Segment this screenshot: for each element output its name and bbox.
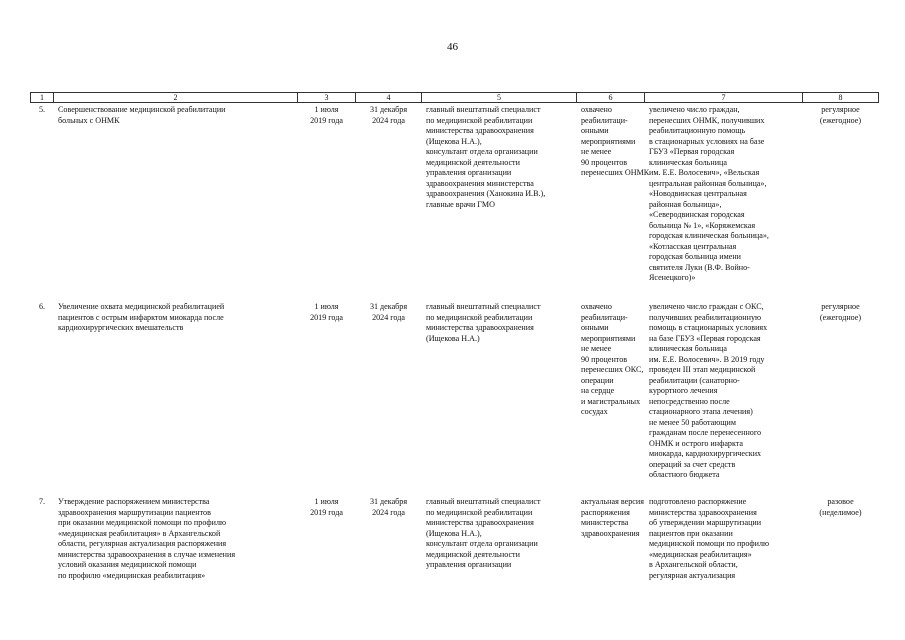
periodicity-line: (ежегодное): [819, 115, 862, 125]
measure-name-line: области, регулярная актуализация распоряжения: [58, 539, 227, 548]
expected-result: [645, 103, 803, 301]
responsible-persons-line: по медицинской реабилитации: [426, 507, 533, 517]
start-date: [298, 103, 356, 301]
start-date-line: 1 июля: [314, 497, 339, 506]
expected-result-line: больница № 1», «Коряжемская: [649, 220, 756, 230]
expected-result-line: городская клиническая больница»,: [649, 231, 769, 240]
target-indicator-line: реабилитаци-: [581, 115, 628, 125]
expected-result-line: регулярная актуализация: [649, 570, 736, 580]
end-date-line: 31 декабря: [369, 105, 408, 114]
periodicity-line: (неделимое): [819, 507, 862, 517]
expected-result-line: им. Е.Е. Волосевич», «Вельская: [649, 168, 760, 177]
measure-name-line: Увеличение охвата медицинской реабилитацией: [58, 302, 225, 311]
target-indicator-line: 90 процентов: [581, 157, 628, 167]
target-indicator-line: актуальная версия: [581, 497, 644, 506]
responsible-persons-line: министерства здравоохранения: [426, 323, 534, 332]
expected-result-line: в Архангельской области,: [649, 560, 738, 569]
target-indicator-line: мероприятиями: [581, 333, 636, 343]
expected-result-line: ГБУЗ «Первая городская: [649, 147, 735, 156]
target-indicator-line: онными: [581, 126, 609, 135]
expected-result: [645, 300, 803, 495]
col-header-8: 8: [803, 93, 879, 103]
expected-result-line: медицинской помощи по профилю: [649, 539, 770, 548]
start-date-line: 2019 года: [310, 115, 343, 125]
expected-result-line: клиническая больница: [649, 344, 727, 353]
expected-result-line: министерства здравоохранения: [649, 507, 757, 517]
row-number: 7.: [31, 495, 54, 605]
col-header-1: 1: [31, 93, 54, 103]
responsible-persons-line: здравоохранения (Ханокина И.В.),: [426, 189, 546, 198]
measure-name-line: Совершенствование медицинской реабилитации: [58, 105, 226, 114]
expected-result-line: реабилитации (санаторно-: [649, 375, 740, 385]
expected-result-line: не менее 50 работающим: [649, 417, 736, 427]
measure-name-line: условий оказания медицинской помощи: [58, 560, 197, 569]
responsible-persons-line: главный внештатный специалист: [426, 105, 541, 114]
expected-result-line: городская больница имени: [649, 252, 741, 261]
measure-name: [54, 103, 298, 301]
target-indicator-line: министерства: [581, 518, 629, 527]
expected-result-line: областного бюджета: [649, 470, 720, 479]
table-row: [31, 300, 879, 495]
row-number: 5.: [31, 103, 54, 301]
target-indicator-line: здравоохранения: [581, 528, 640, 538]
responsible-persons-line: медицинской деятельности: [426, 157, 520, 167]
expected-result-line: получивших реабилитационную: [649, 312, 762, 322]
col-header-5: 5: [422, 93, 577, 103]
col-header-2: 2: [54, 93, 298, 103]
start-date-line: 2019 года: [310, 507, 343, 517]
header-row: [31, 93, 879, 103]
end-date-line: 2024 года: [372, 507, 405, 517]
expected-result: [645, 495, 803, 605]
end-date-line: 31 декабря: [369, 302, 408, 311]
periodicity-line: регулярное: [821, 105, 860, 114]
start-date-line: 1 июля: [314, 105, 339, 114]
measures-table: [30, 92, 879, 605]
expected-result-line: проведен III этап медицинской: [649, 365, 756, 374]
target-indicator-line: 90 процентов: [581, 354, 628, 364]
measure-name-line: Утверждение распоряжением министерства: [58, 497, 210, 506]
expected-result-line: реабилитационную помощь: [649, 126, 746, 135]
expected-result-line: Ясенецкого)»: [649, 273, 696, 282]
responsible-persons-line: (Ищекова Н.А.): [426, 333, 480, 343]
responsible-persons-line: министерства здравоохранения: [426, 126, 534, 135]
target-indicator-line: не менее: [581, 147, 612, 156]
target-indicator-line: перенесших ОКС,: [581, 365, 644, 374]
expected-result-line: районная больница»,: [649, 199, 722, 209]
measure-name-line: здравоохранения маршрутизации пациентов: [58, 507, 211, 517]
target-indicator-line: и магистральных: [581, 396, 641, 406]
target-indicator: [577, 103, 650, 301]
end-date-line: 2024 года: [372, 312, 405, 322]
expected-result-line: помощь в стационарных условиях: [649, 323, 768, 332]
end-date-line: 2024 года: [372, 115, 405, 125]
start-date-line: 2019 года: [310, 312, 343, 322]
measure-name: [54, 300, 298, 495]
target-indicator-line: перенесших ОНМК: [581, 168, 650, 177]
target-indicator-line: распоряжения: [581, 507, 630, 517]
col-header-3: 3: [298, 93, 356, 103]
start-date: [298, 300, 356, 495]
responsible-persons-line: управления организации: [426, 560, 512, 569]
expected-result-line: операций за счет средств: [649, 459, 736, 469]
measure-name: [54, 495, 298, 605]
periodicity: [803, 103, 879, 301]
table-row: [31, 495, 879, 605]
expected-result-line: «Новодвинская центральная: [649, 189, 747, 198]
expected-result-line: «Северодвинская городская: [649, 210, 745, 219]
end-date: [356, 103, 422, 301]
responsible-persons-line: (Ищекова Н.А.),: [426, 136, 482, 146]
col-header-4: 4: [356, 93, 422, 103]
measure-name-line: кардиохирургических вмешательств: [58, 323, 184, 332]
target-indicator-line: онными: [581, 323, 609, 332]
target-indicator-line: реабилитаци-: [581, 312, 628, 322]
target-indicator-line: мероприятиями: [581, 136, 636, 146]
periodicity: [803, 495, 879, 605]
responsible-persons-line: министерства здравоохранения: [426, 518, 534, 527]
expected-result-line: ОНМК и острого инфаркта: [649, 438, 744, 448]
measure-name-line: министерства здравоохранения в случае изменения: [58, 549, 236, 559]
end-date: [356, 300, 422, 495]
col-header-7: 7: [645, 93, 803, 103]
responsible-persons: [422, 495, 577, 605]
responsible-persons-line: медицинской деятельности: [426, 549, 520, 559]
expected-result-line: стационарного этапа лечения): [649, 407, 753, 416]
measure-name-line: «медицинская реабилитация» в Архангельской: [58, 528, 221, 538]
responsible-persons-line: главный внештатный специалист: [426, 497, 541, 506]
target-indicator-line: на сердце: [581, 386, 615, 395]
measure-name-line: при оказании медицинской помощи по профилю: [58, 518, 227, 527]
page-number: 46: [447, 41, 458, 53]
periodicity-line: (ежегодное): [819, 312, 862, 322]
responsible-persons-line: по медицинской реабилитации: [426, 115, 533, 125]
target-indicator: [577, 300, 645, 495]
expected-result-line: курортного лечения: [649, 386, 718, 395]
expected-result-line: им. Е.Е. Волосевич». В 2019 году: [649, 354, 765, 364]
target-indicator-line: операции: [581, 375, 614, 385]
periodicity: [803, 300, 879, 495]
expected-result-line: миокарда, кардиохирургических: [649, 449, 762, 458]
responsible-persons-line: здравоохранения министерства: [426, 178, 534, 188]
expected-result-line: «медицинская реабилитация»: [649, 549, 752, 559]
expected-result-line: перенесших ОНМК, получивших: [649, 115, 765, 125]
target-indicator-line: охвачено: [581, 302, 612, 311]
expected-result-line: святителя Луки (В.Ф. Войно-: [649, 262, 750, 272]
measure-name-line: больных с ОНМК: [58, 115, 120, 125]
responsible-persons-line: главный внештатный специалист: [426, 302, 541, 311]
responsible-persons-line: консультант отдела организации: [426, 539, 538, 548]
expected-result-line: на базе ГБУЗ «Первая городская: [649, 333, 761, 343]
expected-result-line: непосредственно после: [649, 396, 730, 406]
responsible-persons: [422, 300, 577, 495]
measure-name-line: по профилю «медицинская реабилитация»: [58, 570, 206, 580]
responsible-persons-line: консультант отдела организации: [426, 147, 538, 156]
target-indicator-line: сосудах: [581, 407, 608, 416]
expected-result-line: «Котласская центральная: [649, 241, 737, 251]
responsible-persons-line: (Ищекова Н.А.),: [426, 528, 482, 538]
start-date: [298, 495, 356, 605]
end-date: [356, 495, 422, 605]
responsible-persons: [422, 103, 577, 301]
start-date-line: 1 июля: [314, 302, 339, 311]
expected-result-line: пациентов при оказании: [649, 528, 733, 538]
target-indicator: [577, 495, 645, 605]
responsible-persons-line: главные врачи ГМО: [426, 199, 495, 209]
expected-result-line: увеличено число граждан с ОКС,: [649, 302, 764, 311]
responsible-persons-line: управления организации: [426, 168, 512, 177]
expected-result-line: об утверждении маршрутизации: [649, 518, 762, 527]
expected-result-line: увеличено число граждан,: [649, 105, 740, 114]
col-header-6: 6: [577, 93, 645, 103]
target-indicator-line: охвачено: [581, 105, 612, 114]
target-indicator-line: не менее: [581, 344, 612, 353]
responsible-persons-line: по медицинской реабилитации: [426, 312, 533, 322]
expected-result-line: клиническая больница: [649, 157, 727, 167]
row-number: 6.: [31, 300, 54, 495]
end-date-line: 31 декабря: [369, 497, 408, 506]
expected-result-line: центральная районная больница»,: [649, 178, 767, 188]
expected-result-line: в стационарных условиях на базе: [649, 136, 765, 146]
expected-result-line: подготовлено распоряжение: [649, 497, 747, 506]
expected-result-line: гражданам после перенесенного: [649, 428, 762, 437]
measure-name-line: пациентов с острым инфарктом миокарда после: [58, 312, 224, 322]
periodicity-line: регулярное: [821, 302, 860, 311]
periodicity-line: разовое: [827, 497, 854, 506]
table-row: [31, 103, 879, 301]
